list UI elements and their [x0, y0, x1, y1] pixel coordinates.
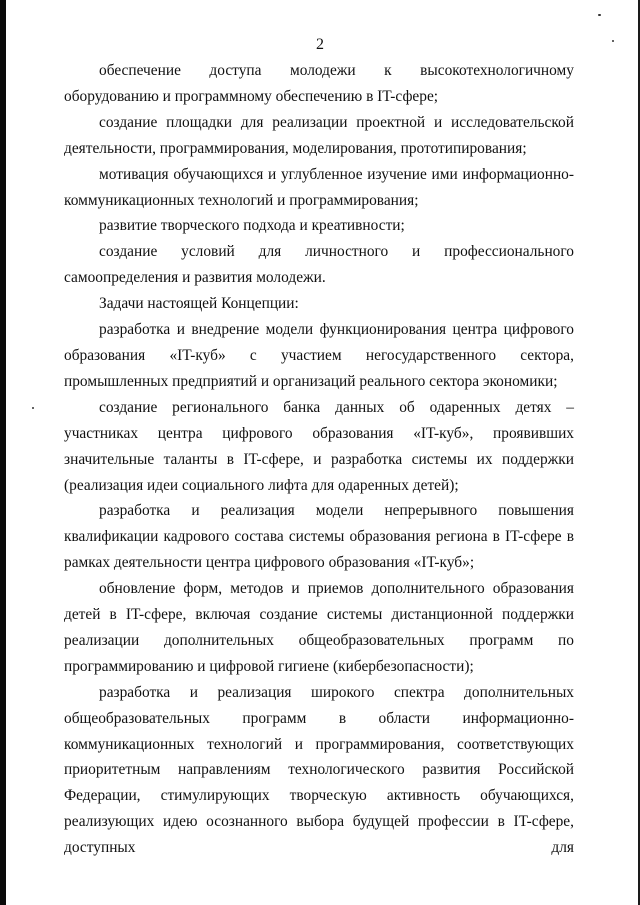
scan-edge-left — [0, 0, 6, 905]
paragraph: разработка и внедрение модели функционирования центра цифрового образования «IT-куб» с участием негосударственного сектора, промышленных предприятий и организаций реального сектора экономики; — [64, 321, 574, 390]
document-body — [64, 58, 574, 861]
paragraph: развитие творческого подхода и креативности; — [99, 217, 405, 235]
paragraph: разработка и реализация модели непрерывного повышения квалификации кадрового состава системы образования региона в IT-сфере в рамках деятельности центра цифрового образования «IT-куб»; — [64, 502, 574, 572]
scan-speck — [32, 407, 34, 409]
page-number: 2 — [316, 36, 324, 53]
paragraph: Задачи настоящей Концепции: — [99, 295, 299, 313]
paragraph: обновление форм, методов и приемов дополнительного образования детей в IT-сфере, включая создание системы дистанционной поддержки реализации дополнительных общеобразовательных программ по программированию и цифровой гигиене (кибербезопасности); — [64, 580, 574, 675]
scan-speck — [598, 14, 601, 16]
paragraph: создание условий для личностного и профессионального самоопределения и развития молодежи. — [64, 243, 574, 287]
paragraph: обеспечение доступа молодежи к высокотехнологичному оборудованию и программному обеспечению в IT-сфере; — [64, 62, 574, 105]
paragraph: мотивация обучающихся и углубленное изучение ими информационно-коммуникационных технологий и программирования; — [64, 165, 574, 209]
paragraph: создание регионального банка данных об одаренных детях – участниках центра цифрового образования «IT-куб», проявивших значительные таланты в IT-сфере, и разработка системы их поддержки (реализация идеи социального лифта для одаренных детей); — [64, 398, 574, 494]
paragraph: разработка и реализация широкого спектра дополнительных общеобразовательных программ в области информационно-коммуникационных технологий и программирования, соответствующих приоритетным направлениям технологического развития Российской Федерации, стимулирующих творческую активность обучающихся, реализующих идею осознанного выбора будущей профессии в IT-сфере, доступных для — [64, 683, 574, 857]
paragraph: создание площадки для реализации проектной и исследовательской деятельности, программирования, моделирования, прототипирования; — [64, 113, 574, 157]
